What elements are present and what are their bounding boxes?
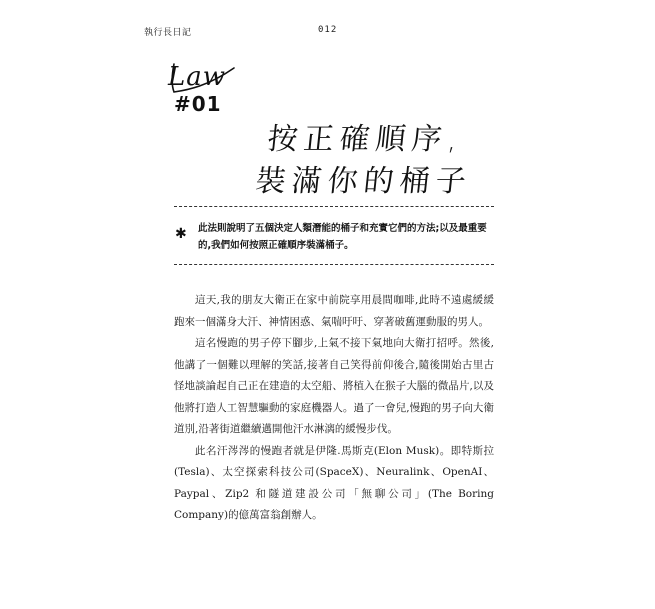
running-header-book-title: 執行長日記 bbox=[144, 28, 192, 38]
body-paragraph: 此名汗涔涔的慢跑者就是伊隆.馬斯克(Elon Musk)。即特斯拉(Tesla)、太空探索科技公司(SpaceX)、Neuralink、OpenAI、Paypal、Zip2 和隧道建設公司「無聊公司」(The Boring Company)的億萬富翁創辦人。 bbox=[174, 444, 494, 521]
chapter-title-line-2: 裝滿你的桶子 bbox=[253, 164, 474, 199]
law-label: Law bbox=[168, 62, 227, 92]
page-number: 012 bbox=[318, 25, 338, 35]
law-number: #01 bbox=[174, 92, 222, 116]
summary-bottom-divider bbox=[174, 264, 494, 265]
asterisk-icon: ✱ bbox=[175, 226, 187, 242]
body-text bbox=[174, 290, 494, 527]
body-paragraph: 這名慢跑的男子停下腳步,上氣不接下氣地向大衛打招呼。然後,他講了一個難以理解的笑話,接著自己笑得前仰後合,隨後開始古里古怪地談論起自己正在建造的太空船、將植入在猴子大腦的微晶片,以及他將打造人工智慧驅動的家庭機器人。過了一會兒,慢跑的男子向大衛道別,沿著街道繼續邁開他汗水淋漓的緩慢步伐。 bbox=[174, 337, 494, 435]
law-summary: 此法則說明了五個決定人類潛能的桶子和充實它們的方法;以及最重要的,我們如何按照正確順序裝滿桶子。 bbox=[198, 223, 487, 251]
chapter-title-line-1: 按正確順序, bbox=[265, 122, 466, 157]
body-paragraph: 這天,我的朋友大衛正在家中前院享用晨間咖啡,此時不遠處緩緩跑來一個滿身大汗、神情困惑、氣喘吁吁、穿著破舊運動服的男人。 bbox=[174, 294, 494, 328]
summary-top-divider bbox=[174, 206, 494, 207]
